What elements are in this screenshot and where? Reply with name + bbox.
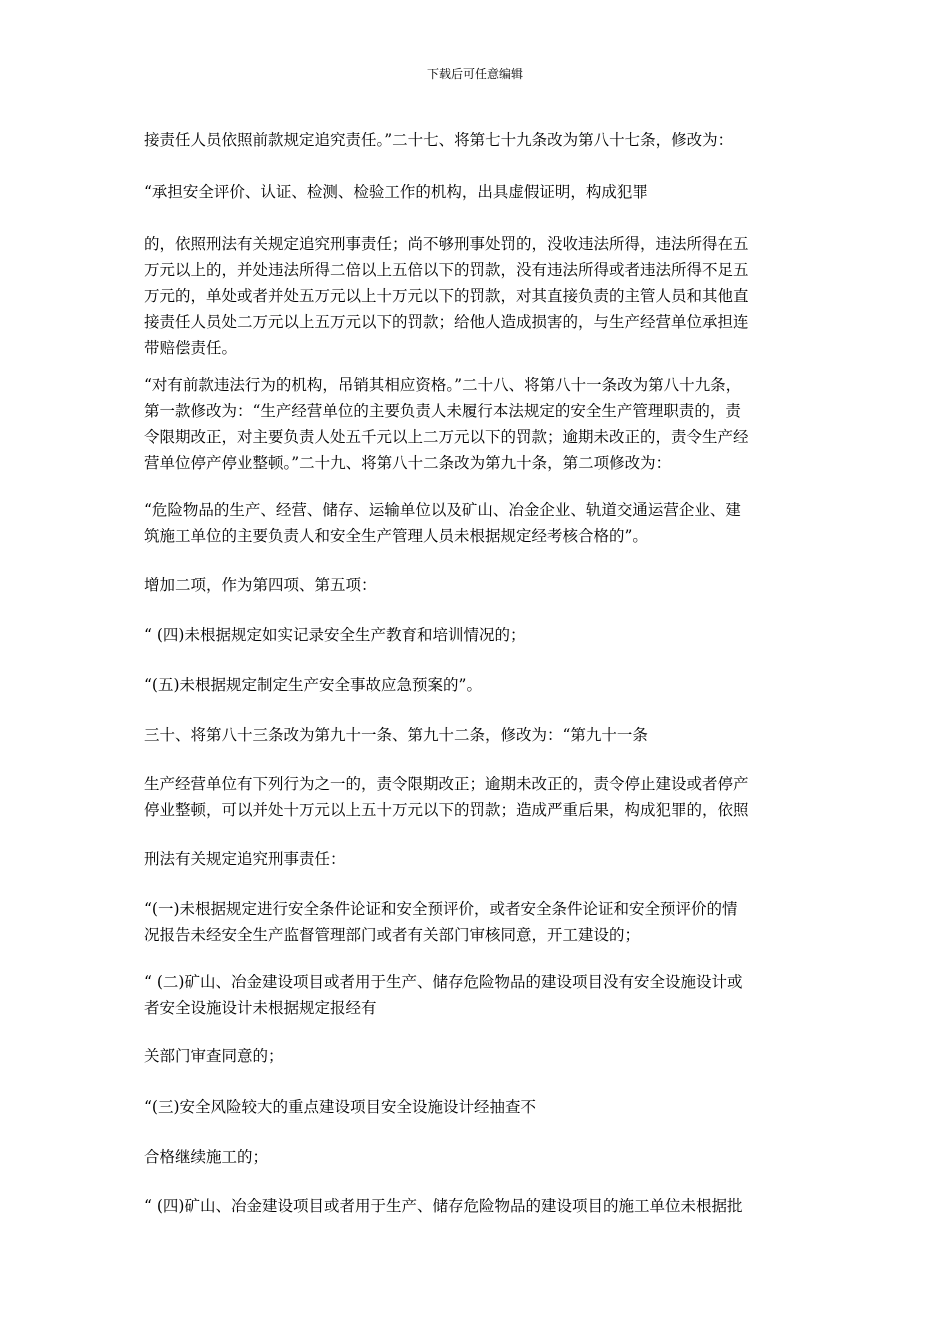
text-line: “对有前款违法行为的机构，吊销其相应资格。”二十八、将第八十一条改为第八十九条，: [144, 376, 742, 394]
text-line: 营单位停产停业整顿。”二十九、将第八十二条改为第九十条，第二项修改为：: [144, 454, 672, 472]
paragraph-9: [144, 722, 809, 748]
text-line: 筑施工单位的主要负责人和安全生产管理人员未根据规定经考核合格的”。: [144, 527, 648, 545]
text-line: 接责任人员依照前款规定追究责任。”二十七、将第七十九条改为第八十七条，修改为：: [144, 131, 734, 149]
text-line: “(三)安全风险较大的重点建设项目安全设施设计经抽查不: [144, 1098, 537, 1116]
text-line: 者安全设施设计未根据规定报经有: [144, 999, 377, 1017]
text-line: “ (二)矿山、冶金建设项目或者用于生产、储存危险物品的建设项目没有安全设施设计或: [144, 973, 743, 991]
text-line: 令限期改正，对主要负责人处五千元以上二万元以下的罚款；逾期未改正的，责令生产经: [144, 428, 749, 446]
text-line: 的，依照刑法有关规定追究刑事责任；尚不够刑事处罚的，没收违法所得，违法所得在五: [144, 235, 749, 253]
text-line: 关部门审查同意的；: [144, 1047, 284, 1065]
paragraph-16: [144, 1144, 809, 1170]
text-line: 接责任人员处二万元以上五万元以下的罚款；给他人造成损害的，与生产经营单位承担连: [144, 313, 749, 331]
text-line: “(五)未根据规定制定生产安全事故应急预案的”。: [144, 676, 482, 694]
text-line: 第一款修改为：“生产经营单位的主要负责人未履行本法规定的安全生产管理职责的，责: [144, 402, 741, 420]
text-line: “ (四)矿山、冶金建设项目或者用于生产、储存危险物品的建设项目的施工单位未根据批: [144, 1197, 743, 1215]
paragraph-15: [144, 1094, 809, 1120]
paragraph-12: [144, 896, 809, 948]
text-line: 况报告未经安全生产监督管理部门或者有关部门审核同意，开工建设的；: [144, 926, 641, 944]
paragraph-10: [144, 771, 809, 823]
text-line: 合格继续施工的；: [144, 1148, 269, 1166]
text-line: 停业整顿，可以并处十万元以上五十万元以下的罚款；造成严重后果，构成犯罪的，依照: [144, 801, 749, 819]
text-line: “ (四)未根据规定如实记录安全生产教育和培训情况的；: [144, 626, 526, 644]
paragraph-17: [144, 1193, 809, 1219]
text-line: 带赔偿责任。: [144, 339, 238, 357]
text-line: 万元以上的，并处违法所得二倍以上五倍以下的罚款，没有违法所得或者违法所得不足五: [144, 261, 749, 279]
paragraph-2: [144, 179, 809, 205]
paragraph-7: [144, 622, 809, 648]
text-line: 三十、将第八十三条改为第九十一条、第九十二条，修改为：“第九十一条: [144, 726, 648, 744]
text-line: 生产经营单位有下列行为之一的，责令限期改正；逾期未改正的，责令停止建设或者停产: [144, 775, 749, 793]
paragraph-4: [144, 372, 809, 476]
paragraph-6: [144, 572, 809, 598]
paragraph-1: [144, 127, 809, 153]
paragraph-8: [144, 672, 809, 698]
text-line: “(一)未根据规定进行安全条件论证和安全预评价，或者安全条件论证和安全预评价的情: [144, 900, 738, 918]
page-header: 下载后可任意编辑: [426, 67, 523, 81]
text-line: “承担安全评价、认证、检测、检验工作的机构，出具虚假证明，构成犯罪: [144, 183, 648, 201]
text-line: 增加二项，作为第四项、第五项：: [144, 576, 377, 594]
text-line: 刑法有关规定追究刑事责任：: [144, 850, 346, 868]
paragraph-5: [144, 497, 809, 549]
text-line: 万元的，单处或者并处五万元以上十万元以下的罚款，对其直接负责的主管人员和其他直: [144, 287, 749, 305]
paragraph-13: [144, 969, 809, 1021]
paragraph-11: [144, 846, 809, 872]
paragraph-14: [144, 1043, 809, 1069]
paragraph-3: [144, 231, 809, 361]
text-line: “危险物品的生产、经营、储存、运输单位以及矿山、冶金企业、轨道交通运营企业、建: [144, 501, 741, 519]
